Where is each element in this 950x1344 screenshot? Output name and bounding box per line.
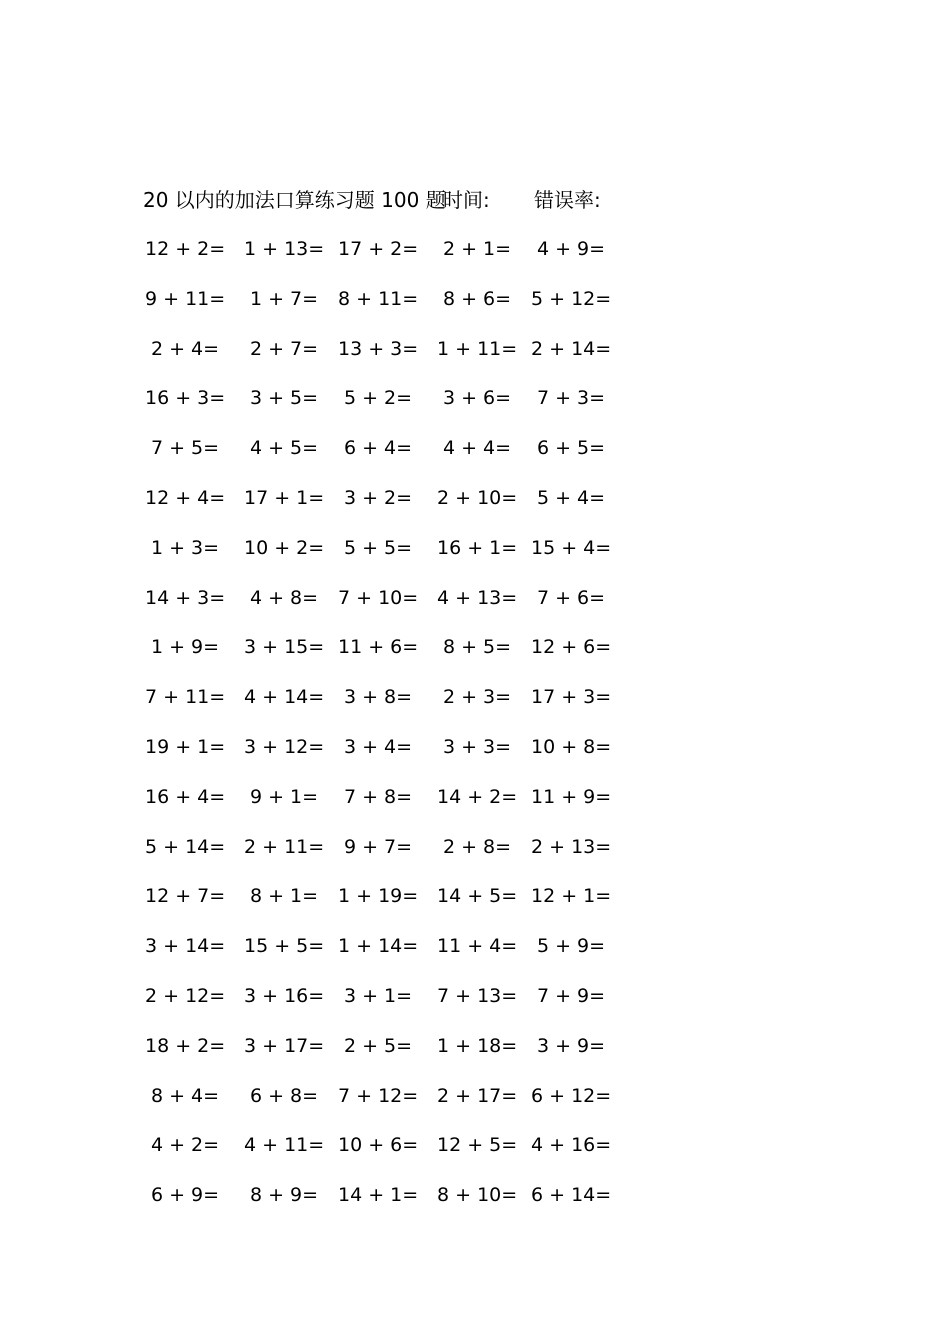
addition-problem: 2 + 14= <box>531 337 612 360</box>
addition-problem: 8 + 4= <box>150 1084 220 1107</box>
problem-row <box>145 681 625 731</box>
addition-problem: 18 + 2= <box>145 1034 226 1057</box>
addition-problem: 7 + 11= <box>145 686 226 709</box>
addition-problem: 4 + 14= <box>244 686 325 709</box>
addition-problem: 14 + 1= <box>338 1184 419 1207</box>
addition-problem: 12 + 6= <box>531 636 612 659</box>
addition-problem: 2 + 4= <box>150 337 220 360</box>
addition-problem: 3 + 17= <box>244 1034 325 1057</box>
addition-problem: 17 + 2= <box>338 238 419 260</box>
problem-row <box>145 432 625 482</box>
addition-problem: 2 + 1= <box>442 238 512 260</box>
addition-problem: 3 + 8= <box>343 686 413 709</box>
problem-row <box>145 482 625 532</box>
addition-problem: 3 + 4= <box>343 735 413 758</box>
addition-problem: 7 + 6= <box>536 586 606 609</box>
addition-problem: 10 + 2= <box>244 536 325 559</box>
addition-problem: 3 + 12= <box>244 735 325 758</box>
addition-problem: 17 + 3= <box>531 686 612 709</box>
addition-problem: 2 + 8= <box>442 835 512 858</box>
problem-row <box>145 731 625 781</box>
addition-problem: 5 + 9= <box>536 935 606 958</box>
addition-problem: 2 + 10= <box>437 486 518 509</box>
problem-row <box>145 1080 625 1130</box>
problem-row <box>145 631 625 681</box>
problem-row <box>145 283 625 333</box>
addition-problem: 7 + 10= <box>338 586 419 609</box>
problem-row <box>145 382 625 432</box>
addition-problem: 10 + 6= <box>338 1134 419 1157</box>
addition-problem: 5 + 4= <box>536 486 606 509</box>
addition-problem: 5 + 5= <box>343 536 413 559</box>
addition-problem: 6 + 8= <box>249 1084 319 1107</box>
addition-problem: 3 + 3= <box>442 735 512 758</box>
addition-problem: 5 + 2= <box>343 387 413 410</box>
addition-problem: 4 + 13= <box>437 586 518 609</box>
problem-row <box>145 930 625 980</box>
addition-problem: 16 + 1= <box>437 536 518 559</box>
problem-row <box>145 333 625 383</box>
addition-problem: 3 + 1= <box>343 984 413 1007</box>
addition-problem: 8 + 11= <box>338 287 419 310</box>
problem-row <box>145 880 625 930</box>
addition-problem: 6 + 5= <box>536 437 606 460</box>
addition-problem: 10 + 8= <box>531 735 612 758</box>
addition-problem: 4 + 16= <box>531 1134 612 1157</box>
addition-problem: 7 + 13= <box>437 984 518 1007</box>
problem-row <box>145 532 625 582</box>
addition-problem: 11 + 4= <box>437 935 518 958</box>
addition-problem: 4 + 4= <box>442 437 512 460</box>
addition-problem: 12 + 2= <box>145 238 226 260</box>
addition-problem: 3 + 14= <box>145 935 226 958</box>
addition-problem: 4 + 2= <box>150 1134 220 1157</box>
addition-problem: 13 + 3= <box>338 337 419 360</box>
addition-problem: 8 + 6= <box>442 287 512 310</box>
addition-problem: 14 + 3= <box>145 586 226 609</box>
addition-problem: 12 + 1= <box>531 885 612 908</box>
addition-problem: 6 + 9= <box>150 1184 220 1207</box>
addition-problem: 2 + 7= <box>249 337 319 360</box>
addition-problem: 8 + 5= <box>442 636 512 659</box>
addition-problem: 4 + 5= <box>249 437 319 460</box>
addition-problem: 8 + 1= <box>249 885 319 908</box>
addition-problem: 2 + 3= <box>442 686 512 709</box>
addition-problem: 2 + 12= <box>145 984 226 1007</box>
addition-problem: 7 + 3= <box>536 387 606 410</box>
addition-problem: 4 + 11= <box>244 1134 325 1157</box>
worksheet-header <box>143 186 623 214</box>
addition-problem: 17 + 1= <box>244 486 325 509</box>
addition-problem: 2 + 13= <box>531 835 612 858</box>
problem-grid <box>145 233 625 1229</box>
addition-problem: 11 + 6= <box>338 636 419 659</box>
addition-problem: 16 + 3= <box>145 387 226 410</box>
addition-problem: 12 + 7= <box>145 885 226 908</box>
addition-problem: 15 + 5= <box>244 935 325 958</box>
addition-problem: 3 + 6= <box>442 387 512 410</box>
addition-problem: 15 + 4= <box>531 536 612 559</box>
problem-row <box>145 233 625 283</box>
addition-problem: 9 + 7= <box>343 835 413 858</box>
problem-row <box>145 1179 625 1229</box>
addition-problem: 4 + 8= <box>249 586 319 609</box>
addition-problem: 3 + 15= <box>244 636 325 659</box>
addition-problem: 19 + 1= <box>145 735 226 758</box>
addition-problem: 1 + 11= <box>437 337 518 360</box>
addition-problem: 1 + 13= <box>244 238 325 260</box>
addition-problem: 2 + 5= <box>343 1034 413 1057</box>
addition-problem: 11 + 9= <box>531 785 612 808</box>
time-label: 时间: <box>443 188 490 212</box>
addition-problem: 2 + 11= <box>244 835 325 858</box>
problem-row <box>145 781 625 831</box>
addition-problem: 1 + 18= <box>437 1034 518 1057</box>
addition-problem: 1 + 9= <box>150 636 220 659</box>
problem-row <box>145 1030 625 1080</box>
addition-problem: 1 + 19= <box>338 885 419 908</box>
addition-problem: 5 + 12= <box>531 287 612 310</box>
addition-problem: 2 + 17= <box>437 1084 518 1107</box>
addition-problem: 16 + 4= <box>145 785 226 808</box>
worksheet-title: 20 以内的加法口算练习题 100 题 <box>143 188 446 212</box>
problem-row <box>145 831 625 881</box>
addition-problem: 7 + 9= <box>536 984 606 1007</box>
problem-row <box>145 1129 625 1179</box>
addition-problem: 12 + 4= <box>145 486 226 509</box>
addition-problem: 1 + 14= <box>338 935 419 958</box>
addition-problem: 5 + 14= <box>145 835 226 858</box>
addition-problem: 6 + 12= <box>531 1084 612 1107</box>
addition-problem: 4 + 9= <box>536 238 606 260</box>
addition-problem: 7 + 5= <box>150 437 220 460</box>
problem-row <box>145 582 625 632</box>
addition-problem: 3 + 9= <box>536 1034 606 1057</box>
addition-problem: 6 + 4= <box>343 437 413 460</box>
addition-problem: 14 + 2= <box>437 785 518 808</box>
addition-problem: 7 + 12= <box>338 1084 419 1107</box>
addition-problem: 8 + 9= <box>249 1184 319 1207</box>
addition-problem: 9 + 11= <box>145 287 226 310</box>
error-rate-label: 错误率: <box>534 188 601 212</box>
addition-problem: 3 + 16= <box>244 984 325 1007</box>
addition-problem: 14 + 5= <box>437 885 518 908</box>
addition-problem: 3 + 2= <box>343 486 413 509</box>
addition-problem: 9 + 1= <box>249 785 319 808</box>
addition-problem: 3 + 5= <box>249 387 319 410</box>
addition-problem: 7 + 8= <box>343 785 413 808</box>
addition-problem: 6 + 14= <box>531 1184 612 1207</box>
addition-problem: 1 + 3= <box>150 536 220 559</box>
addition-problem: 8 + 10= <box>437 1184 518 1207</box>
problem-row <box>145 980 625 1030</box>
addition-problem: 1 + 7= <box>249 287 319 310</box>
addition-problem: 12 + 5= <box>437 1134 518 1157</box>
